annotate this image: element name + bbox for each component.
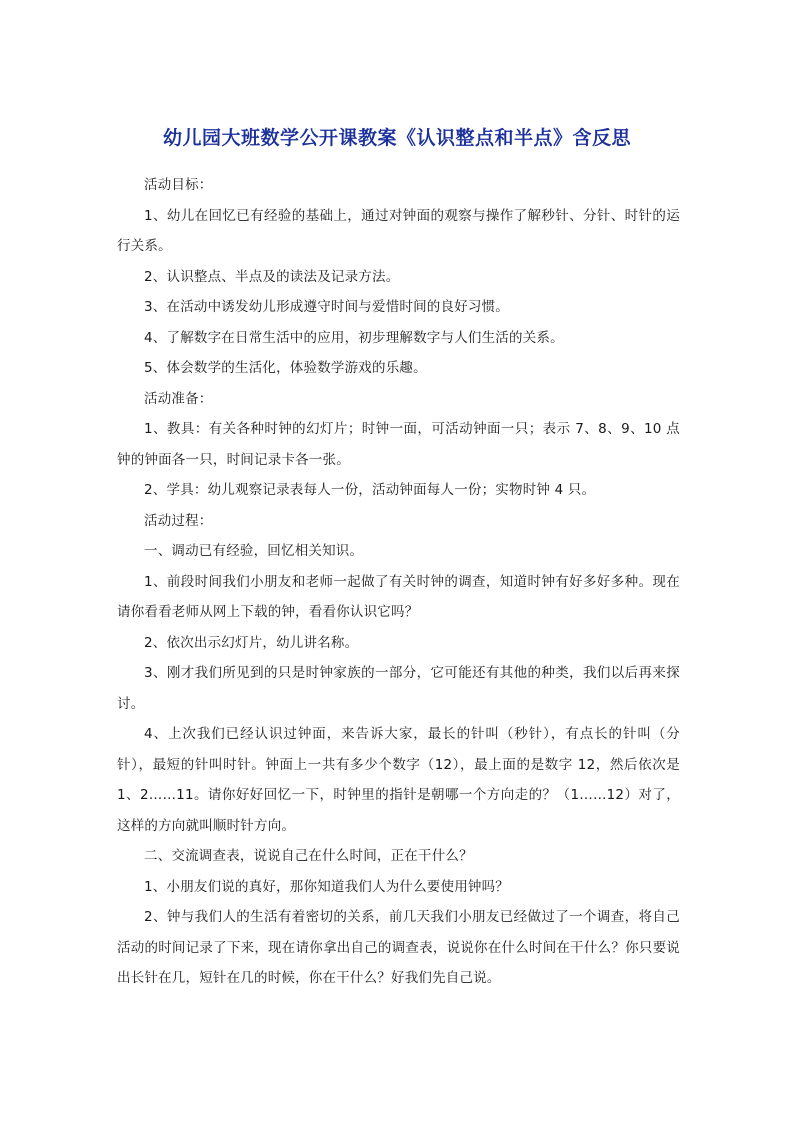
paragraph: 2、认识整点、半点及的读法及记录方法。: [144, 268, 400, 285]
paragraph: 4、上次我们已经认识过钟面，来告诉大家，最长的针叫（秒针），有点长的针叫（分针），最短的针叫时针。钟面上一共有多少个数字（12），最上面的是数字 12，然后依次是 1、2……11。请你好好回忆一下，时钟里的指针是朝哪一个方向走的？（1……12）对了，这样的方向就叫顺时针方向。: [117, 726, 680, 834]
section-heading-goals: 活动目标：: [144, 177, 213, 193]
subsection-heading: 一、调动已有经验，回忆相关知识。: [144, 543, 364, 559]
paragraph: 5、体会数学的生活化，体验数学游戏的乐趣。: [144, 360, 427, 376]
section-heading-preparation: 活动准备：: [144, 390, 213, 407]
paragraph: 2、学具：幼儿观察记录表每人一份，活动钟面每人一份；实物时钟 4 只。: [144, 482, 596, 498]
paragraph: 1、教具：有关各种时钟的幻灯片；时钟一面，可活动钟面一只；表示 7、8、9、10 点钟的钟面各一只，时间记录卡各一张。: [117, 421, 680, 468]
section-heading-process: 活动过程：: [144, 512, 213, 529]
paragraph: 4、了解数字在日常生活中的应用，初步理解数字与人们生活的关系。: [144, 329, 564, 346]
document-body: [117, 170, 680, 994]
paragraph: 3、刚才我们所见到的只是时钟家族的一部分，它可能还有其他的种类，我们以后再来探讨。: [117, 665, 680, 712]
subsection-heading: 二、交流调查表，说说自己在什么时间，正在干什么？: [144, 848, 473, 864]
paragraph: 2、依次出示幻灯片，幼儿讲名称。: [144, 634, 359, 651]
paragraph: 1、小朋友们说的真好，那你知道我们人为什么要使用钟吗？: [144, 878, 509, 895]
document-title: 幼儿园大班数学公开课教案《认识整点和半点》含反思: [162, 126, 631, 149]
paragraph: 3、在活动中诱发幼儿形成遵守时间与爱惜时间的良好习惯。: [144, 299, 509, 315]
paragraph: 2、钟与我们人的生活有着密切的关系，前几天我们小朋友已经做过了一个调查，将自己活动的时间记录了下来，现在请你拿出自己的调查表，说说你在什么时间在干什么？你只要说出长针在几，短针在几的时候，你在干什么？好我们先自己说。: [117, 909, 680, 986]
paragraph: 1、前段时间我们小朋友和老师一起做了有关时钟的调查，知道时钟有好多好多种。现在请你看看老师从网上下载的钟，看看你认识它吗？: [117, 573, 680, 620]
paragraph: 1、幼儿在回忆已有经验的基础上，通过对钟面的观察与操作了解秒针、分针、时针的运行关系。: [117, 207, 680, 254]
